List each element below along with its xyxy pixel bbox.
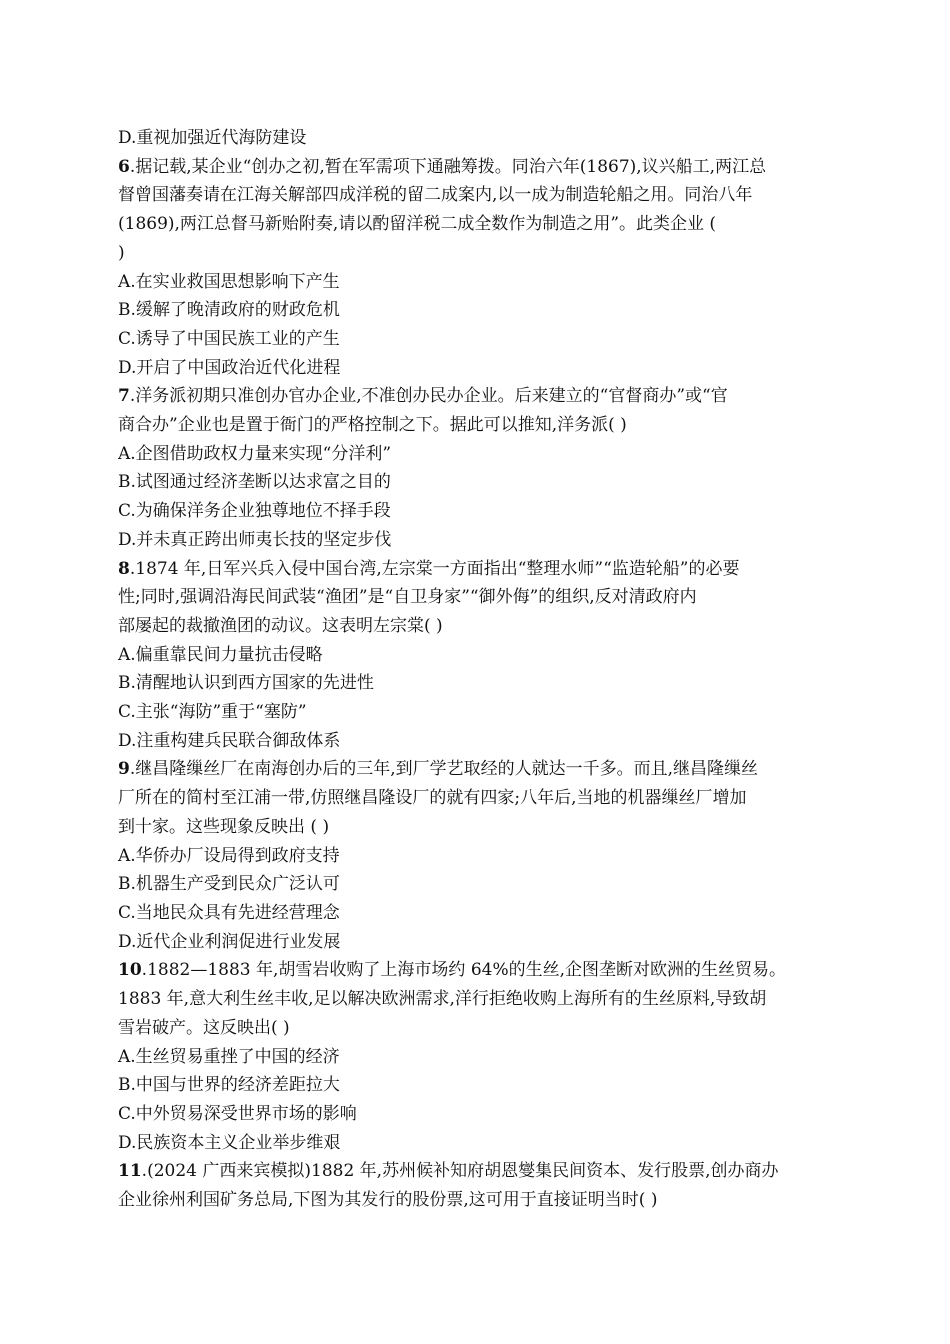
- option-b: B.缓解了晚清政府的财政危机: [118, 300, 340, 321]
- question-8: [118, 555, 832, 756]
- question-stem-line: 性;同时,强调沿海民间武装“渔团”是“自卫身家”“御外侮”的组织,反对清政府内: [118, 587, 697, 608]
- question-stem-line: 雪岩破产。这反映出( ): [118, 1017, 290, 1038]
- question-stem-line: 厂所在的简村至江浦一带,仿照继昌隆设厂的就有四家;八年后,当地的机器缫丝厂增加: [118, 788, 747, 809]
- question-stem-line: 到十家。这些现象反映出 ( ): [118, 816, 330, 837]
- question-number: 6: [118, 156, 130, 177]
- question-stem-line: 7.洋务派初期只准创办官办企业,不准创办民办企业。后来建立的“官督商办”或“官: [118, 386, 728, 407]
- option-a: A.企图借助政权力量来实现“分洋利”: [118, 443, 392, 464]
- question-stem-line: 10.1882—1883 年,胡雪岩收购了上海市场约 64%的生丝,企图垄断对欧洲的生丝贸易。: [118, 960, 787, 981]
- option-b: B.中国与世界的经济差距拉大: [118, 1075, 340, 1096]
- option-d: D.并未真正跨出师夷长技的坚定步伐: [118, 529, 392, 550]
- option-d: D.近代企业利润促进行业发展: [118, 931, 341, 952]
- question-number: 7: [118, 386, 130, 407]
- option-d: D.开启了中国政治近代化进程: [118, 357, 341, 378]
- question-stem-line: 9.继昌隆缫丝厂在南海创办后的三年,到厂学艺取经的人就达一千多。而且,继昌隆缫丝: [118, 759, 759, 780]
- question-stem-line: 企业徐州利国矿务总局,下图为其发行的股份票,这可用于直接证明当时( ): [118, 1190, 658, 1211]
- question-7: [118, 382, 832, 554]
- question-stem-line: 商合办”企业也是置于衙门的严格控制之下。据此可以推知,洋务派( ): [118, 415, 627, 436]
- option-c: C.为确保洋务企业独尊地位不择手段: [118, 501, 391, 522]
- question-number: 10: [118, 960, 142, 981]
- option-c: C.中外贸易深受世界市场的影响: [118, 1103, 357, 1124]
- question-stem-line: 6.据记载,某企业“创办之初,暂在军需项下通融筹拨。同治六年(1867),议兴船工,两江总: [118, 156, 767, 177]
- option-a: A.生丝贸易重挫了中国的经济: [118, 1046, 340, 1067]
- option-d: D.注重构建兵民联合御敌体系: [118, 730, 341, 751]
- question-stem-line: ): [118, 242, 125, 263]
- question-9: [118, 755, 832, 956]
- option-c: C.诱导了中国民族工业的产生: [118, 328, 340, 349]
- option-b: B.机器生产受到民众广泛认可: [118, 874, 340, 895]
- question-11: [118, 1157, 832, 1214]
- option-a: A.华侨办厂设局得到政府支持: [118, 845, 340, 866]
- question-10: [118, 956, 832, 1157]
- option-b: B.试图通过经济垄断以达求富之目的: [118, 472, 391, 493]
- question-stem-line: 督曾国藩奏请在江海关解部四成洋税的留二成案内,以一成为制造轮船之用。同治八年: [118, 185, 753, 206]
- option-a: A.在实业救国思想影响下产生: [118, 271, 340, 292]
- option-c: C.当地民众具有先进经营理念: [118, 902, 340, 923]
- question-number: 8: [118, 558, 130, 579]
- question-stem-line: 部屡起的裁撤渔团的动议。这表明左宗棠( ): [118, 615, 443, 636]
- option-c: C.主张“海防”重于“塞防”: [118, 702, 307, 723]
- question-stem-line: 1883 年,意大利生丝丰收,足以解决欧洲需求,洋行拒绝收购上海所有的生丝原料,导致胡: [118, 989, 767, 1010]
- question-number: 9: [118, 759, 130, 780]
- option-b: B.清醒地认识到西方国家的先进性: [118, 673, 374, 694]
- question-6: [118, 153, 832, 383]
- question-number: 11: [118, 1161, 142, 1182]
- question-stem-line: (1869),两江总督马新贻附奏,请以酌留洋税二成全数作为制造之用”。此类企业 (: [118, 214, 717, 235]
- question-stem-line: 11.(2024 广西来宾模拟)1882 年,苏州候补知府胡恩燮集民间资本、发行股票,创办商办: [118, 1161, 779, 1182]
- question-stem-line: 8.1874 年,日军兴兵入侵中国台湾,左宗棠一方面指出“整理水师”“监造轮船”的必要: [118, 558, 740, 579]
- option-d: D.民族资本主义企业举步维艰: [118, 1132, 341, 1153]
- option-a: A.偏重靠民间力量抗击侵略: [118, 644, 323, 665]
- option-5-d: D.重视加强近代海防建设: [118, 128, 307, 148]
